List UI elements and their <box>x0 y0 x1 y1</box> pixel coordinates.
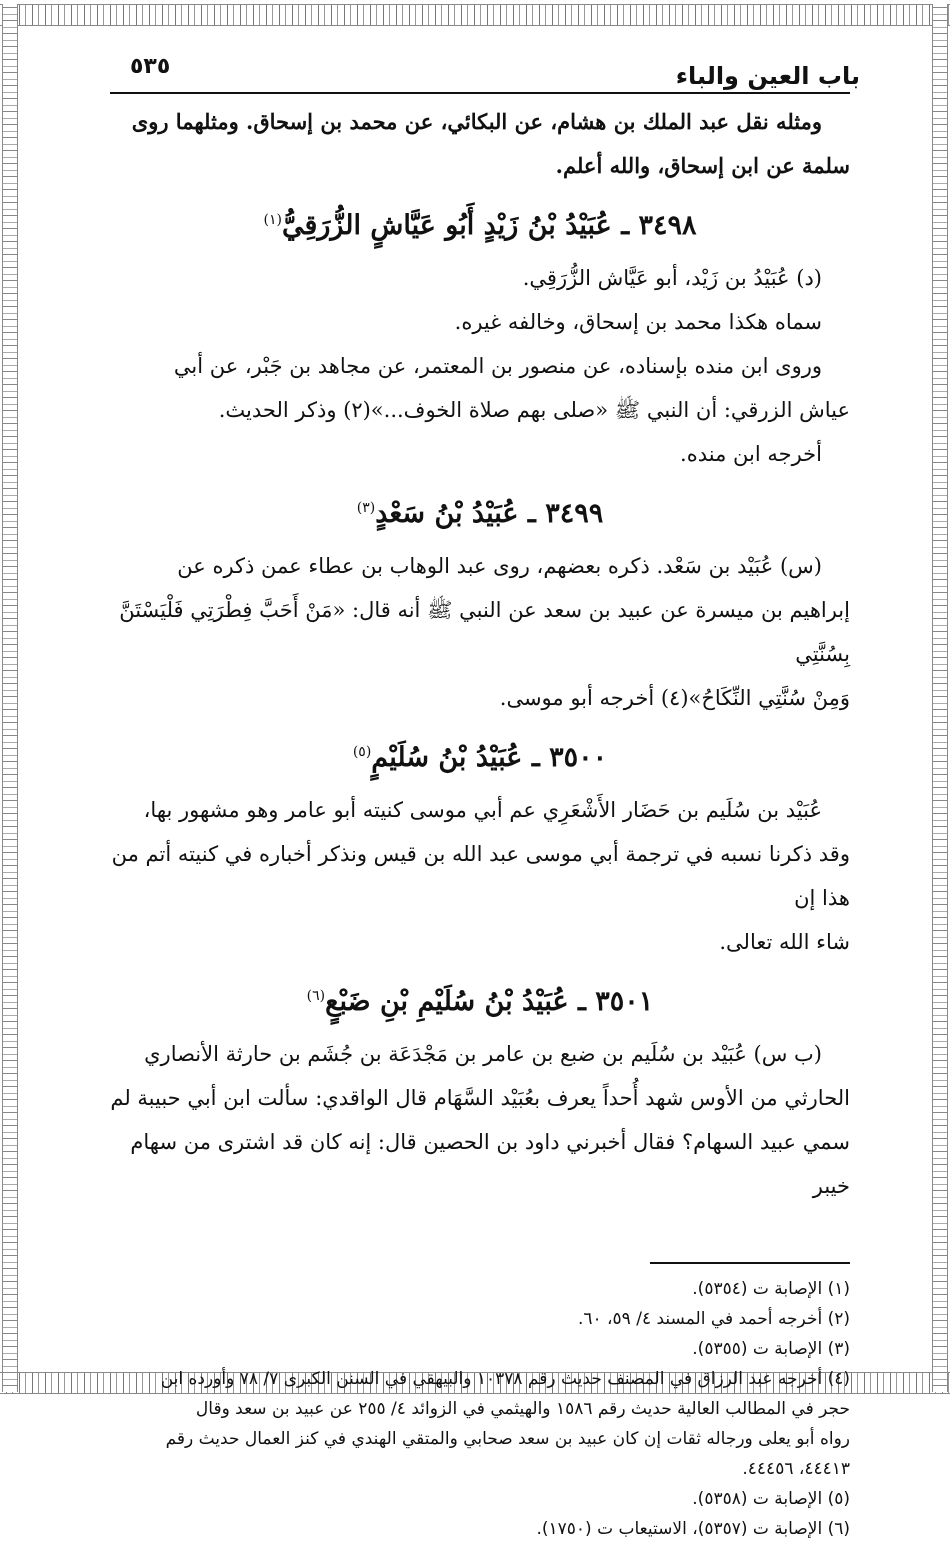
entry-title-text: ٣٥٠٠ ـ عُبَيْدُ بْنُ سُلَيْمٍ <box>371 742 608 773</box>
footnote: حجر في المطالب العالية حديث رقم ١٥٨٦ والهيثمي في الزوائد ٤/ ٢٥٥ عن عبيد بن سعد وقال <box>195 1399 850 1419</box>
entry-title-3498 <box>110 192 850 254</box>
entry-title-3501 <box>110 968 850 1030</box>
entry-line: أخرجه ابن منده. <box>680 442 822 466</box>
entry-line: الحارثي من الأوس شهد أُحداً يعرف بعُبَيْد السَّهَام قال الواقدي: سألت ابن أبي حبيبة لم <box>110 1086 850 1110</box>
footnote: ٤٤٤١٣، ٤٤٤٥٦. <box>742 1459 850 1479</box>
footnote: (٦) الإصابة ت (٥٣٥٧)، الاستيعاب ت (١٧٥٠). <box>536 1519 850 1539</box>
entry-line: سمي عبيد السهام؟ فقال أخبرني داود بن الحصين قال: إنه كان قد اشترى من سهام خيبر <box>130 1130 850 1198</box>
footnote-ref: (٥) <box>352 744 372 760</box>
footnote: (٢) أخرجه أحمد في المسند ٤/ ٥٩، ٦٠. <box>577 1309 850 1329</box>
entry-line: سماه هكذا محمد بن إسحاق، وخالفه غيره. <box>454 310 822 334</box>
footnote: (٤) أخرجه عبد الرزاق في المصنف حديث رقم ١٠٣٧٨ والبيهقي في السنن الكبرى ٧/ ٧٨ وأورده ابن <box>160 1369 850 1389</box>
decorative-border-right <box>932 4 948 1392</box>
footnotes <box>110 1274 850 1544</box>
footnote-separator <box>650 1262 850 1264</box>
entry-line: عياش الزرقي: أن النبي ﷺ «صلى بهم صلاة الخوف...»(٢) وذكر الحديث. <box>218 398 850 422</box>
entry-title-3500 <box>110 724 850 786</box>
decorative-border-top <box>0 4 950 26</box>
page-header <box>110 40 860 94</box>
entry-title-text: ٣٤٩٩ ـ عُبَيْدُ بْنُ سَعْدٍ <box>375 498 604 529</box>
entry-title-text: ٣٥٠١ ـ عُبَيْدُ بْنُ سُلَيْمِ بْنِ ضَبْعٍ <box>325 986 654 1017</box>
footnote: (٥) الإصابة ت (٥٣٥٨). <box>692 1489 850 1509</box>
entry-line: شاء الله تعالى. <box>719 930 850 954</box>
entry-line: (س) عُبَيْد بن سَعْد. ذكره بعضهم، روى عبد الوهاب بن عطاء عمن ذكره عن <box>177 554 822 578</box>
footnote-ref: (١) <box>263 212 282 228</box>
intro-line-2: سلمة عن ابن إسحاق، والله أعلم. <box>555 153 850 178</box>
intro-line-1: ومثله نقل عبد الملك بن هشام، عن البكائي، عن محمد بن إسحاق. ومثلهما روى <box>131 109 822 134</box>
entry-title-text: ٣٤٩٨ ـ عُبَيْدُ بْنُ زَيْدٍ أَبُو عَيَّاشٍ الزُّرَقِيُّ <box>281 210 697 241</box>
page-number: ٥٣٥ <box>130 54 171 79</box>
entry-line: إبراهيم بن ميسرة عن عبيد بن سعد عن النبي ﷺ أنه قال: «مَنْ أَحَبَّ فِطْرَتِي فَلْيَسْتَنَّ بِسُنَّتِي <box>119 598 850 666</box>
footnote-ref: (٣) <box>356 500 376 516</box>
footnote: (١) الإصابة ت (٥٣٥٤). <box>692 1279 850 1299</box>
entry-line: (د) عُبَيْدُ بن زَيْد، أبو عَيَّاش الزُّرَقِي. <box>522 266 822 290</box>
footnote: رواه أبو يعلى ورجاله ثقات إن كان عبيد بن سعد صحابي والمتقي الهندي في كنز العمال حديث رقم <box>165 1429 850 1449</box>
entry-line: وَمِنْ سُنَّتِي النِّكَاحُ»(٤) أخرجه أبو موسى. <box>499 686 850 710</box>
entry-line: وقد ذكرنا نسبه في ترجمة أبي موسى عبد الله بن قيس ونذكر أخباره في كنيته أتم من هذا إن <box>111 842 850 910</box>
entry-title-3499 <box>110 480 850 542</box>
footnote: (٣) الإصابة ت (٥٣٥٥). <box>692 1339 850 1359</box>
running-head: باب العين والباء <box>675 62 860 90</box>
book-page <box>110 40 860 1539</box>
entry-line: عُبَيْد بن سُلَيم بن حَضَار الأَشْعَرِي عم أبي موسى كنيته أبو عامر وهو مشهور بها، <box>143 798 822 822</box>
entry-line: وروى ابن منده بإسناده، عن منصور بن المعتمر، عن مجاهد بن جَبْر، عن أبي <box>173 354 822 378</box>
entry-line: (ب س) عُبَيْد بن سُلَيم بن ضبع بن عامر بن مَجْدَعَة بن جُشَم بن حارثة الأنصاري <box>144 1042 822 1066</box>
footnote-ref: (٦) <box>306 988 326 1004</box>
decorative-border-left <box>2 4 18 1392</box>
